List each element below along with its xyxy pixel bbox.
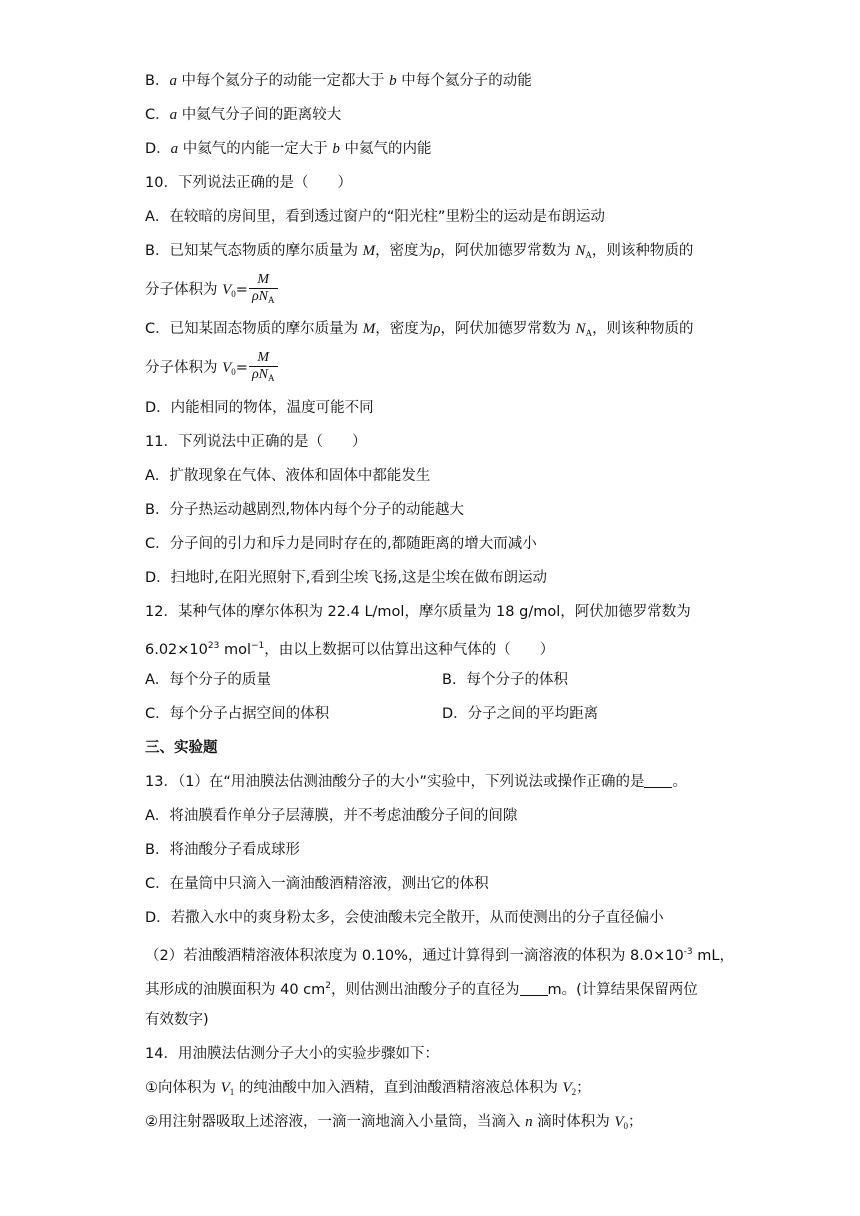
q12-option-c: C．每个分子占据空间的体积 bbox=[145, 706, 330, 722]
answer-blank bbox=[644, 773, 672, 788]
q13-option-d: D．若撒入水中的爽身粉太多，会使油酸未完全散开，从而使测出的分子直径偏小 bbox=[145, 910, 664, 926]
q13-part2-line2: 其形成的油膜面积为 40 $cm^2$，则估测出油酸分子的直径为 m。(计算结果保留两位 bbox=[145, 981, 698, 998]
q13-option-a: A．将油膜看作单分子层薄膜，并不考虑油酸分子间的间隙 bbox=[145, 808, 518, 824]
q11-option-b: B．分子热运动越剧烈,物体内每个分子的动能越大 bbox=[145, 502, 465, 518]
q13-option-b: B．将油酸分子看成球形 bbox=[145, 842, 300, 858]
q9-option-c: C．a 中氦气分子间的距离较大 bbox=[145, 107, 342, 123]
q11-option-c: C．分子间的引力和斥力是同时存在的,都随距离的增大而减小 bbox=[145, 536, 537, 552]
q10-option-c-line2: 分子体积为 $V_0=$ $\frac{M}{\rho N_A}$ bbox=[145, 350, 278, 389]
q13-option-c: C．在量筒中只滴入一滴油酸酒精溶液，测出它的体积 bbox=[145, 876, 489, 892]
q11-option-a: A．扩散现象在气体、液体和固体中都能发生 bbox=[145, 468, 431, 484]
q13-part2-line1: （2）若油酸酒精溶液体积浓度为 0.10%，通过计算得到一滴溶液的体积为 $8.0\times 10^{-3}$ mL， bbox=[145, 947, 734, 964]
q10-option-b-line2: 分子体积为 $V_0=$ $\frac{M}{\rho N_A}$ bbox=[145, 272, 278, 311]
q12-stem-line1: 12．某种气体的摩尔体积为 22.4 L/mol，摩尔质量为 18 g/mol，阿伏加德罗常数为 bbox=[145, 604, 691, 620]
molar-volume-fraction: $\frac{M}{\rho N_A}$ bbox=[249, 272, 278, 308]
q11-option-d: D．扫地时,在阳光照射下,看到尘埃飞扬,这是尘埃在做布朗运动 bbox=[145, 570, 547, 586]
q12-option-a: A．每个分子的质量 bbox=[145, 672, 271, 688]
q10-option-c-line1: C．已知某固态物质的摩尔质量为 M，密度为ρ，阿伏加德罗常数为 $N_A$，则该种物质的 bbox=[145, 321, 694, 338]
q12-option-d: D．分子之间的平均距离 bbox=[442, 706, 599, 722]
section-heading: 三、实验题 bbox=[145, 740, 218, 756]
q12-stem-line2: $6.02\times 10^{23}$ mol$^{-1}$，由以上数据可以估算出这种气体的（ ） bbox=[145, 641, 555, 658]
q9-option-d: D．a 中氦气的内能一定大于 b 中氦气的内能 bbox=[145, 141, 432, 157]
q10-stem: 10．下列说法正确的是（ ） bbox=[145, 175, 352, 191]
q10-option-d: D．内能相同的物体，温度可能不同 bbox=[145, 400, 374, 416]
molar-volume-fraction: $\frac{M}{\rho N_A}$ bbox=[249, 350, 278, 386]
q13-stem: 13．（1）在“用油膜法估测油酸分子的大小”实验中，下列说法或操作正确的是 。 bbox=[145, 774, 687, 790]
q9-option-b: B．a 中每个氦分子的动能一定都大于 b 中每个氦分子的动能 bbox=[145, 73, 532, 89]
q13-part2-line3: 有效数字) bbox=[145, 1012, 209, 1028]
q14-step-2: ②用注射器吸取上述溶液，一滴一滴地滴入小量筒，当滴入 n 滴时体积为 $V_0$； bbox=[145, 1114, 643, 1131]
q10-option-b-line1: B．已知某气态物质的摩尔质量为 M，密度为ρ，阿伏加德罗常数为 $N_A$，则该种物质的 bbox=[145, 243, 694, 260]
q12-option-b: B．每个分子的体积 bbox=[442, 672, 568, 688]
q14-step-1: ①向体积为 $V_1$ 的纯油酸中加入酒精，直到油酸酒精溶液总体积为 $V_2$； bbox=[145, 1080, 591, 1097]
q14-stem: 14．用油膜法估测分子大小的实验步骤如下： bbox=[145, 1046, 439, 1062]
q11-stem: 11．下列说法中正确的是（ ） bbox=[145, 434, 367, 450]
answer-blank bbox=[520, 981, 548, 996]
q10-option-a: A．在较暗的房间里，看到透过窗户的“阳光柱”里粉尘的运动是布朗运动 bbox=[145, 209, 605, 225]
